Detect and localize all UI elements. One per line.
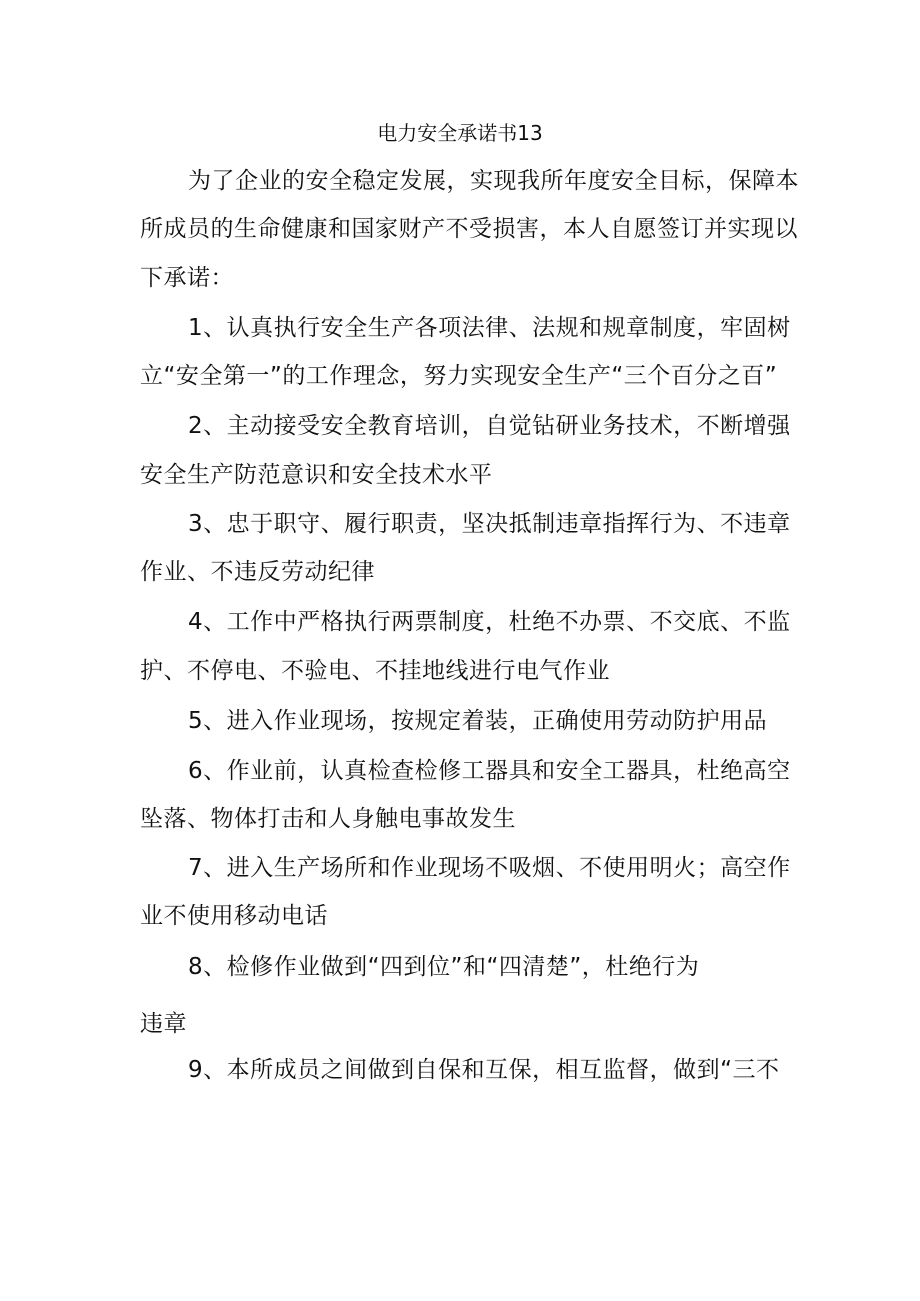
paragraph-line: 6、作业前，认真检查检修工器具和安全工器具，杜绝高空 — [188, 758, 791, 784]
paragraph-line: 9、本所成员之间做到自保和互保，相互监督，做到“三不 — [188, 1057, 780, 1083]
paragraph-line: 作业、不违反劳动纪律 — [140, 559, 375, 585]
paragraph-line: 业不使用移动电话 — [140, 903, 328, 929]
paragraph-line: 护、不停电、不验电、不挂地线进行电气作业 — [140, 658, 610, 684]
paragraph-line: 为了企业的安全稳定发展，实现我所年度安全目标，保障本 — [188, 168, 799, 194]
paragraph-line: 安全生产防范意识和安全技术水平 — [140, 462, 493, 488]
paragraph-line: 8、检修作业做到“四到位”和“四清楚”，杜绝行为 — [188, 954, 700, 980]
paragraph-line: 所成员的生命健康和国家财产不受损害，本人自愿签订并实现以 — [140, 216, 798, 242]
paragraph-line: 1、认真执行安全生产各项法律、法规和规章制度，牢固树 — [188, 315, 791, 341]
paragraph-line: 3、忠于职守、履行职责，坚决抵制违章指挥行为、不违章 — [188, 511, 791, 537]
paragraph-line: 7、进入生产场所和作业现场不吸烟、不使用明火；高空作 — [188, 855, 791, 881]
paragraph-line: 4、工作中严格执行两票制度，杜绝不办票、不交底、不监 — [188, 609, 791, 635]
document-title: 电力安全承诺书13 — [377, 121, 543, 145]
paragraph-line: 立“安全第一”的工作理念，努力实现安全生产“三个百分之百” — [140, 363, 778, 389]
paragraph-line: 坠落、物体打击和人身触电事故发生 — [140, 806, 516, 832]
paragraph-line: 下承诺： — [140, 265, 234, 291]
paragraph-line: 2、主动接受安全教育培训，自觉钻研业务技术，不断增强 — [188, 413, 791, 439]
paragraph-line: 5、进入作业现场，按规定着装，正确使用劳动防护用品 — [188, 708, 768, 734]
paragraph-line: 违章 — [140, 1011, 187, 1037]
